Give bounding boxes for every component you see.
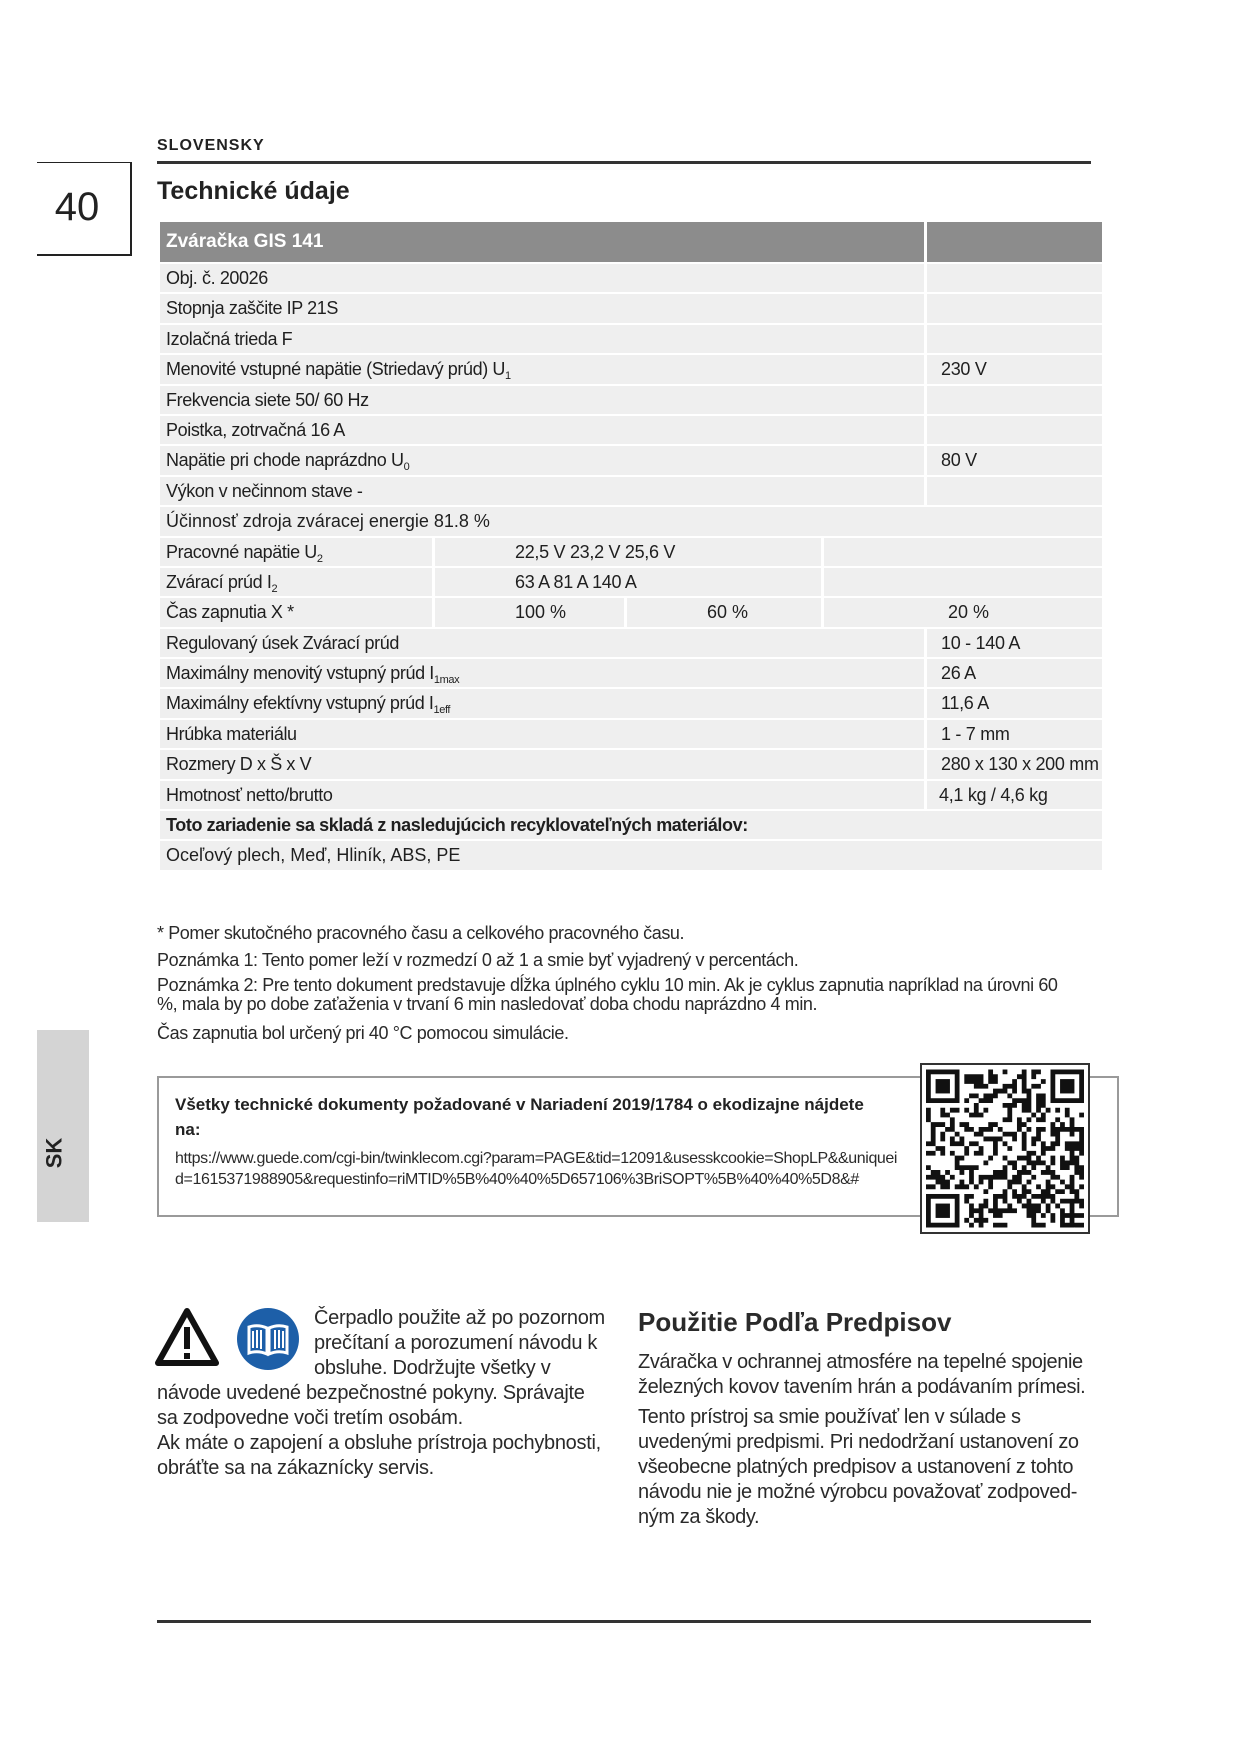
qr-code-icon (920, 1063, 1090, 1234)
footnotes (157, 922, 1077, 1049)
footnote: Poznámka 1: Tento pomer leží v rozmedzí 0 až 1 a smie byť vyjadrený v percentách. (157, 950, 799, 970)
ecodesign-title: Všetky technické dokumenty požadované v Nariadení 2019/1784 o ekodizajne nájdete na: (175, 1095, 864, 1139)
table-row: Rozmery D x Š x V 280 x 130 x 200 mm (160, 750, 1102, 778)
usage-title: Použitie Podľa Predpisov (638, 1307, 952, 1337)
table-row: Napätie pri chode naprázdno $U_0$ 80 V (160, 446, 1102, 474)
table-row: Hmotnosť netto/brutto 4,1 kg / 4,6 kg (160, 781, 1102, 809)
footnote: Poznámka 2: Pre tento dokument predstavuje dĺžka úplného cyklu 10 min. Ak je cyklus zapnutia napríklad na úrovni 60 %, mala by po dobe zaťaženia v trvaní 6 min nasledovať doba chodu naprázdno 4 min. (157, 975, 1058, 1014)
language-side-tab (37, 1030, 89, 1222)
table-row: Pracovné napätie $U_2$ 22,5 V 23,2 V 25,6 V (160, 538, 1102, 566)
safety-text (157, 1306, 607, 1481)
safety-paragraph: Ak máte o zapojení a obsluhe prístroja pochybnosti, obráťte sa na zákaznícky servis. (157, 1432, 601, 1479)
table-row: Oceľový plech, Meď, Hliník, ABS, PE (160, 841, 1102, 869)
spec-table-header (160, 222, 1102, 262)
table-row: Výkon v nečinnom stave - (160, 477, 1102, 505)
table-row: Toto zariadenie sa skladá z nasledujúcich recyklovateľných materiálov: (160, 811, 1102, 839)
safety-paragraph: Čerpadlo použite až po pozornom prečítaní a porozumení návodu k obsluhe. Dodržujte všetky v návode uvedené bezpečnostné pokyny. Správajte sa zodpovedne voči tretím osobám. (157, 1307, 605, 1429)
table-row: Hrúbka materiálu 1 - 7 mm (160, 720, 1102, 748)
language-header: SLOVENSKY (157, 137, 265, 154)
table-row: Stopnja zaščite IP 21S (160, 294, 1102, 322)
table-row: Menovité vstupné napätie (Striedavý prúd) $U_1$ 230 V (160, 355, 1102, 383)
table-row: Obj. č. 20026 (160, 264, 1102, 292)
footnote: Čas zapnutia bol určený pri 40 °C pomocou simulácie. (157, 1023, 569, 1043)
spec-table (160, 222, 1102, 872)
warning-icon (154, 1307, 220, 1367)
page-number-box (37, 162, 132, 256)
usage-paragraph: Zváračka v ochrannej atmosfére na tepelné spojenie železných kovov tavením hrán a podávaním prímesi. (638, 1351, 1086, 1398)
top-divider (157, 161, 1091, 164)
footnote: * Pomer skutočného pracovného času a celkového pracovného času. (157, 923, 685, 943)
page-number: 40 (54, 185, 100, 229)
side-tab-label: SK (41, 1137, 67, 1169)
table-row: Frekvencia siete 50/ 60 Hz (160, 386, 1102, 414)
usage-text (638, 1350, 1098, 1535)
section-title: Technické údaje (157, 177, 350, 205)
spec-table-title: Zváračka GIS 141 (160, 222, 924, 262)
table-row: Maximálny menovitý vstupný prúd $I_{1max}$ 26 A (160, 659, 1102, 687)
usage-paragraph: Tento prístroj sa smie používať len v súlade s uvedenými predpismi. Pri nedodržaní ustanovení zo všeobecne platných predpisov a ustanovení z tohto návodu nie je možné výrobcu považovať zodpoved- ným za škody. (638, 1406, 1079, 1528)
table-row: Zvárací prúd $I_2$ 63 A 81 A 140 A (160, 568, 1102, 596)
ecodesign-link[interactable]: https://www.guede.com/cgi-bin/twinklecom.cgi?param=PAGE&tid=12091&usesskcookie=ShopLP&&uniqueid=1615371988905&requestinfo=riMTID%5B%40%40%5D657106%3BriSOPT%5B%40%40%5D8&# (175, 1150, 898, 1188)
bottom-divider (157, 1620, 1091, 1623)
table-row: Maximálny efektívny vstupný prúd $I_{1eff}$ 11,6 A (160, 689, 1102, 717)
table-row: Izolačná trieda F (160, 325, 1102, 353)
table-row: Poistka, zotrvačná 16 A (160, 416, 1102, 444)
table-row: Regulovaný úsek Zvárací prúd 10 - 140 A (160, 629, 1102, 657)
table-row: Čas zapnutia X * 100 % 60 % 20 % (160, 598, 1102, 626)
read-manual-icon (236, 1307, 300, 1371)
table-row: Účinnosť zdroja zváracej energie 81.8 % (160, 507, 1102, 535)
